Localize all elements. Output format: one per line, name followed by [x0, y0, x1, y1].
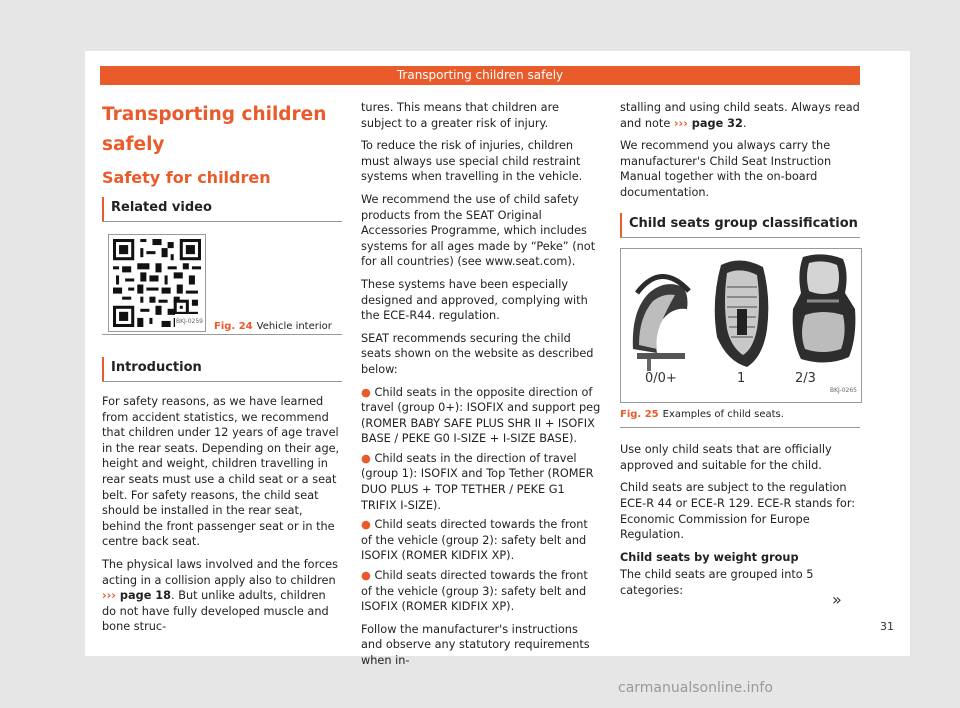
- related-video-heading: Related video: [102, 197, 342, 221]
- paragraph: [620, 100, 860, 131]
- subheading: Child seats by weight group: [620, 550, 799, 564]
- text-run: .: [742, 116, 747, 130]
- section-heading: Safety for children: [102, 168, 271, 187]
- page-header: Transporting children safely: [100, 66, 860, 85]
- list-item: [361, 451, 602, 513]
- chapter-title: Transporting children safely: [102, 104, 327, 155]
- list-item-text: Child seats in the opposite direction of travel (group 0+): ISOFIX and support peg (ROMER BABY SAFE PLUS SHR II + ISOFIX BASE / PEKE G0 I-SIZE + I-SIZE BASE).: [361, 385, 601, 446]
- figure-24: [102, 228, 342, 335]
- toddler-seat-icon: [707, 257, 775, 371]
- figure-caption-text: Examples of child seats.: [662, 408, 784, 420]
- introduction-heading: Introduction: [102, 357, 342, 381]
- figure-code: BKJ-0259: [175, 314, 204, 330]
- watermark[interactable]: carmanualsonline.info: [618, 680, 773, 696]
- paragraph: [102, 557, 342, 635]
- divider: [102, 221, 342, 222]
- continued-icon: »: [832, 590, 842, 609]
- bullet-icon: ●: [361, 569, 375, 583]
- list-item-text: Child seats directed towards the front of the vehicle (group 3): safety belt and ISOFIX (ROMER KIDFIX XP).: [361, 569, 588, 614]
- group-label: 2/3: [795, 370, 816, 386]
- page-reference-link[interactable]: page 32: [687, 116, 743, 130]
- column-2: [361, 100, 602, 676]
- group-label: 1: [737, 370, 746, 386]
- infant-carrier-icon: [627, 265, 695, 371]
- text-run: The physical laws involved and the forces acting in a collision apply also to children: [102, 557, 339, 587]
- paragraph: For safety reasons, as we have learned from accident statistics, we recommend that children under 12 years of age travel in the rear seats. Depending on their age, height and weight, children travelling in rear seats must use a child seat or a seat belt. For safety reasons, the child seat should be installed in the rear seat, behind the front passenger seat or in the centre back seat.: [102, 395, 340, 549]
- divider: [102, 381, 342, 382]
- group-classification-heading: Child seats group classification: [620, 213, 860, 237]
- paragraph: SEAT recommends securing the child seats shown on the website as described below:: [361, 331, 594, 376]
- bullet-icon: ●: [361, 451, 375, 465]
- bullet-icon: ●: [361, 385, 375, 399]
- paragraph: These systems have been especially designed and approved, complying with the ECE-R44. regulation.: [361, 277, 588, 323]
- column-3: [620, 100, 860, 606]
- figure-caption: [214, 319, 332, 335]
- page-reference-link[interactable]: page 18: [115, 589, 172, 603]
- page-link-arrow[interactable]: ›››: [673, 116, 688, 130]
- text-run: stalling and using child seats. Always read and note: [620, 101, 860, 130]
- divider: [620, 237, 860, 238]
- list-item: [361, 568, 602, 615]
- list-item: [361, 517, 602, 564]
- bullet-icon: ●: [361, 518, 375, 532]
- qr-code[interactable]: [108, 234, 206, 332]
- figure-caption-text: Vehicle interior: [256, 321, 332, 332]
- paragraph: Use only child seats that are officially approved and suitable for the child.: [620, 443, 832, 472]
- paragraph: tures. This means that children are subject to a greater risk of injury.: [361, 101, 559, 130]
- paragraph: We recommend you always carry the manufacturer's Child Seat Instruction Manual together with the on-board documentation.: [620, 139, 832, 199]
- page-link-arrow[interactable]: ›››: [102, 589, 116, 603]
- paragraph: The child seats are grouped into 5 categories:: [620, 568, 814, 597]
- paragraph: Child seats are subject to the regulation ECE-R 44 or ECE-R 129. ECE-R stands for: Economic Commission for Europe Regulation.: [620, 481, 856, 542]
- page-number: 31: [880, 620, 894, 633]
- figure-number: Fig. 24: [214, 321, 253, 332]
- figure-code: BKJ-0265: [829, 383, 858, 399]
- paragraph: We recommend the use of child safety products from the SEAT Original Accessories Programme, which includes systems for all ages made by “Peke” (not for all countries) (see www.seat.com).: [361, 192, 596, 269]
- list-item-text: Child seats directed towards the front of the vehicle (group 2): safety belt and ISOFIX (ROMER KIDFIX XP).: [361, 518, 588, 563]
- bullet-list: [361, 385, 602, 615]
- text-run: . But unlike adults, children do not have fully developed muscle and bone struc-: [102, 589, 329, 634]
- figure-number: Fig. 25: [620, 408, 659, 420]
- group-label: 0/0+: [645, 370, 677, 386]
- figure-25: [620, 248, 862, 403]
- list-item-text: Child seats in the direction of travel (group 1): ISOFIX and Top Tether (ROMER DUO PLUS + TOP TETHER / PEKE G1 TRIFIX I-SIZE).: [361, 451, 594, 512]
- figure-caption: [620, 403, 860, 429]
- paragraph: To reduce the risk of injuries, children must always use special child restraint systems when travelling in the vehicle.: [361, 139, 583, 184]
- booster-seat-icon: [787, 253, 859, 371]
- list-item: [361, 385, 602, 447]
- paragraph: Follow the manufacturer's instructions and observe any statutory requirements when in-: [361, 622, 590, 667]
- column-1: [102, 100, 342, 642]
